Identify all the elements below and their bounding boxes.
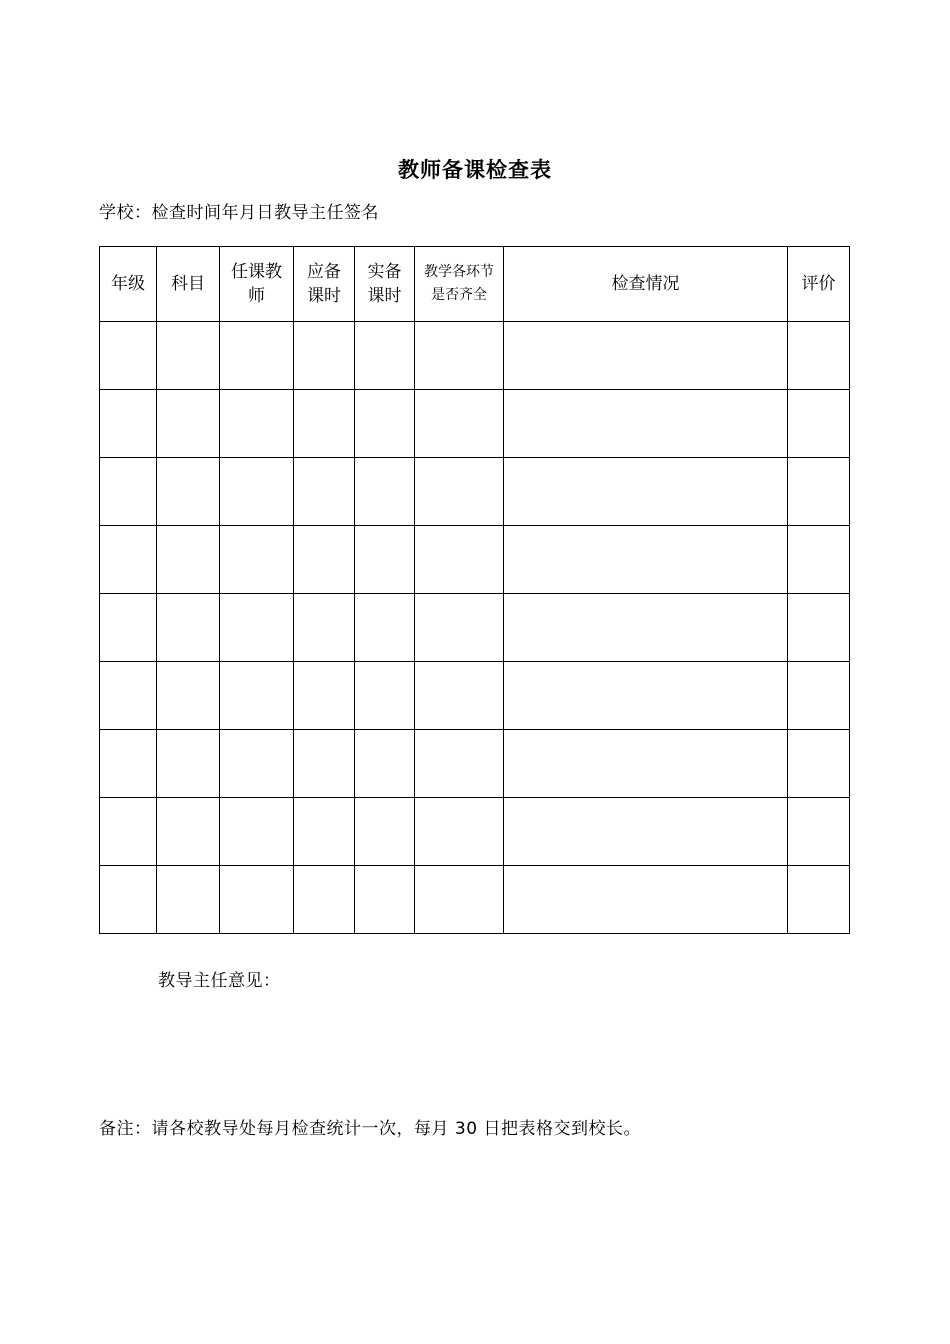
cell-required-hours[interactable] bbox=[294, 798, 355, 866]
cell-teacher[interactable] bbox=[220, 730, 294, 798]
cell-grade[interactable] bbox=[100, 390, 157, 458]
table-row bbox=[100, 390, 850, 458]
cell-teacher[interactable] bbox=[220, 594, 294, 662]
form-header-line: 学校：检查时间年月日教导主任签名 bbox=[99, 203, 379, 223]
header-grade: 年级 bbox=[100, 247, 157, 322]
cell-evaluation[interactable] bbox=[788, 458, 850, 526]
cell-grade[interactable] bbox=[100, 730, 157, 798]
cell-actual-hours[interactable] bbox=[355, 662, 415, 730]
cell-required-hours[interactable] bbox=[294, 662, 355, 730]
cell-subject[interactable] bbox=[157, 594, 220, 662]
header-teacher: 任课教师 bbox=[220, 247, 294, 322]
cell-situation[interactable] bbox=[504, 662, 788, 730]
cell-complete[interactable] bbox=[415, 798, 504, 866]
table-row bbox=[100, 798, 850, 866]
cell-actual-hours[interactable] bbox=[355, 322, 415, 390]
cell-subject[interactable] bbox=[157, 798, 220, 866]
cell-subject[interactable] bbox=[157, 730, 220, 798]
table-header-row bbox=[100, 247, 850, 322]
cell-actual-hours[interactable] bbox=[355, 866, 415, 934]
cell-required-hours[interactable] bbox=[294, 458, 355, 526]
cell-evaluation[interactable] bbox=[788, 390, 850, 458]
table-row bbox=[100, 322, 850, 390]
cell-actual-hours[interactable] bbox=[355, 594, 415, 662]
table-row bbox=[100, 866, 850, 934]
cell-subject[interactable] bbox=[157, 390, 220, 458]
header-subject: 科目 bbox=[157, 247, 220, 322]
cell-situation[interactable] bbox=[504, 322, 788, 390]
cell-subject[interactable] bbox=[157, 662, 220, 730]
cell-grade[interactable] bbox=[100, 866, 157, 934]
cell-teacher[interactable] bbox=[220, 662, 294, 730]
cell-teacher[interactable] bbox=[220, 798, 294, 866]
cell-complete[interactable] bbox=[415, 526, 504, 594]
cell-evaluation[interactable] bbox=[788, 526, 850, 594]
cell-actual-hours[interactable] bbox=[355, 798, 415, 866]
cell-situation[interactable] bbox=[504, 390, 788, 458]
cell-actual-hours[interactable] bbox=[355, 390, 415, 458]
cell-required-hours[interactable] bbox=[294, 730, 355, 798]
table-row bbox=[100, 594, 850, 662]
page-title: 教师备课检查表 bbox=[398, 158, 552, 182]
header-evaluation: 评价 bbox=[788, 247, 850, 322]
cell-grade[interactable] bbox=[100, 458, 157, 526]
cell-actual-hours[interactable] bbox=[355, 526, 415, 594]
header-complete: 教学各环节是否齐全 bbox=[415, 247, 504, 322]
cell-subject[interactable] bbox=[157, 322, 220, 390]
cell-evaluation[interactable] bbox=[788, 594, 850, 662]
table-row bbox=[100, 662, 850, 730]
cell-complete[interactable] bbox=[415, 322, 504, 390]
header-required-hours: 应备课时 bbox=[294, 247, 355, 322]
cell-required-hours[interactable] bbox=[294, 866, 355, 934]
cell-required-hours[interactable] bbox=[294, 594, 355, 662]
cell-subject[interactable] bbox=[157, 526, 220, 594]
header-situation: 检查情况 bbox=[504, 247, 788, 322]
table-row bbox=[100, 526, 850, 594]
cell-complete[interactable] bbox=[415, 390, 504, 458]
cell-complete[interactable] bbox=[415, 662, 504, 730]
table-row bbox=[100, 458, 850, 526]
cell-teacher[interactable] bbox=[220, 526, 294, 594]
cell-situation[interactable] bbox=[504, 866, 788, 934]
cell-evaluation[interactable] bbox=[788, 866, 850, 934]
cell-evaluation[interactable] bbox=[788, 730, 850, 798]
cell-situation[interactable] bbox=[504, 526, 788, 594]
cell-teacher[interactable] bbox=[220, 866, 294, 934]
cell-complete[interactable] bbox=[415, 458, 504, 526]
cell-evaluation[interactable] bbox=[788, 798, 850, 866]
cell-evaluation[interactable] bbox=[788, 662, 850, 730]
cell-complete[interactable] bbox=[415, 730, 504, 798]
cell-teacher[interactable] bbox=[220, 390, 294, 458]
cell-grade[interactable] bbox=[100, 798, 157, 866]
cell-situation[interactable] bbox=[504, 594, 788, 662]
table-row bbox=[100, 730, 850, 798]
cell-situation[interactable] bbox=[504, 730, 788, 798]
footnote: 备注：请各校教导处每月检查统计一次，每月 30 日把表格交到校长。 bbox=[99, 1119, 641, 1139]
cell-complete[interactable] bbox=[415, 594, 504, 662]
header-actual-hours: 实备课时 bbox=[355, 247, 415, 322]
cell-grade[interactable] bbox=[100, 662, 157, 730]
table-body bbox=[100, 322, 850, 934]
cell-subject[interactable] bbox=[157, 866, 220, 934]
cell-subject[interactable] bbox=[157, 458, 220, 526]
cell-teacher[interactable] bbox=[220, 458, 294, 526]
lesson-check-table bbox=[99, 246, 850, 934]
cell-required-hours[interactable] bbox=[294, 390, 355, 458]
cell-required-hours[interactable] bbox=[294, 322, 355, 390]
cell-grade[interactable] bbox=[100, 322, 157, 390]
cell-required-hours[interactable] bbox=[294, 526, 355, 594]
director-opinion-label: 教导主任意见： bbox=[158, 971, 281, 991]
cell-teacher[interactable] bbox=[220, 322, 294, 390]
cell-grade[interactable] bbox=[100, 526, 157, 594]
cell-complete[interactable] bbox=[415, 866, 504, 934]
cell-situation[interactable] bbox=[504, 798, 788, 866]
cell-situation[interactable] bbox=[504, 458, 788, 526]
cell-evaluation[interactable] bbox=[788, 322, 850, 390]
cell-actual-hours[interactable] bbox=[355, 730, 415, 798]
cell-grade[interactable] bbox=[100, 594, 157, 662]
cell-actual-hours[interactable] bbox=[355, 458, 415, 526]
